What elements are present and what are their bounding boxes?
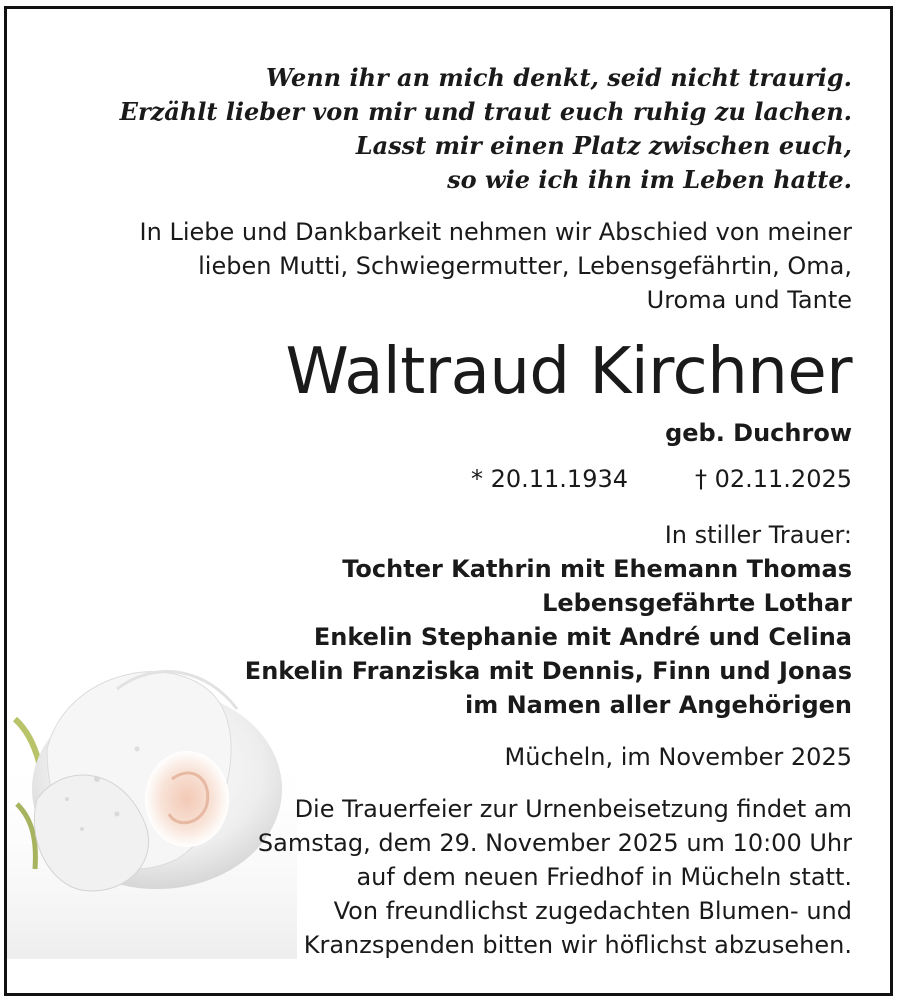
poem-line: Lasst mir einen Platz zwischen euch,	[355, 131, 852, 160]
obituary-frame	[4, 6, 893, 996]
funeral-notice-line: Von freundlichst zugedachten Blumen- und	[333, 897, 852, 925]
mourner-line: Enkelin Franziska mit Dennis, Finn und Jonas	[244, 657, 852, 685]
mourners-heading: In stiller Trauer:	[664, 521, 852, 549]
birth-date: * 20.11.1934	[470, 465, 628, 493]
poem-line: Erzählt lieber von mir und traut euch ruhig zu lachen.	[119, 97, 852, 126]
intro-line: In Liebe und Dankbarkeit nehmen wir Abschied von meiner	[139, 218, 852, 246]
funeral-notice-line: Die Trauerfeier zur Urnenbeisetzung findet am	[294, 795, 852, 823]
death-date: † 02.11.2025	[694, 465, 852, 493]
place-date: Mücheln, im November 2025	[504, 743, 852, 771]
mourner-line: Tochter Kathrin mit Ehemann Thomas	[342, 555, 852, 583]
deceased-name: Waltraud Kirchner	[285, 335, 852, 409]
mourner-line: Lebensgefährte Lothar	[542, 589, 852, 617]
funeral-notice-line: Samstag, dem 29. November 2025 um 10:00 Uhr	[257, 829, 852, 857]
maiden-name: geb. Duchrow	[665, 419, 852, 447]
mourner-line: im Namen aller Angehörigen	[464, 691, 852, 719]
intro-line: Uroma und Tante	[646, 286, 852, 314]
poem-line: Wenn ihr an mich denkt, seid nicht traurig.	[265, 63, 852, 92]
obituary-content	[7, 9, 890, 993]
funeral-notice-line: Kranzspenden bitten wir höflichst abzusehen.	[303, 931, 852, 959]
funeral-notice-line: auf dem neuen Friedhof in Mücheln statt.	[356, 863, 852, 891]
poem-line: so wie ich ihn im Leben hatte.	[447, 165, 852, 194]
intro-line: lieben Mutti, Schwiegermutter, Lebensgefährtin, Oma,	[198, 252, 852, 280]
mourner-line: Enkelin Stephanie mit André und Celina	[313, 623, 852, 651]
